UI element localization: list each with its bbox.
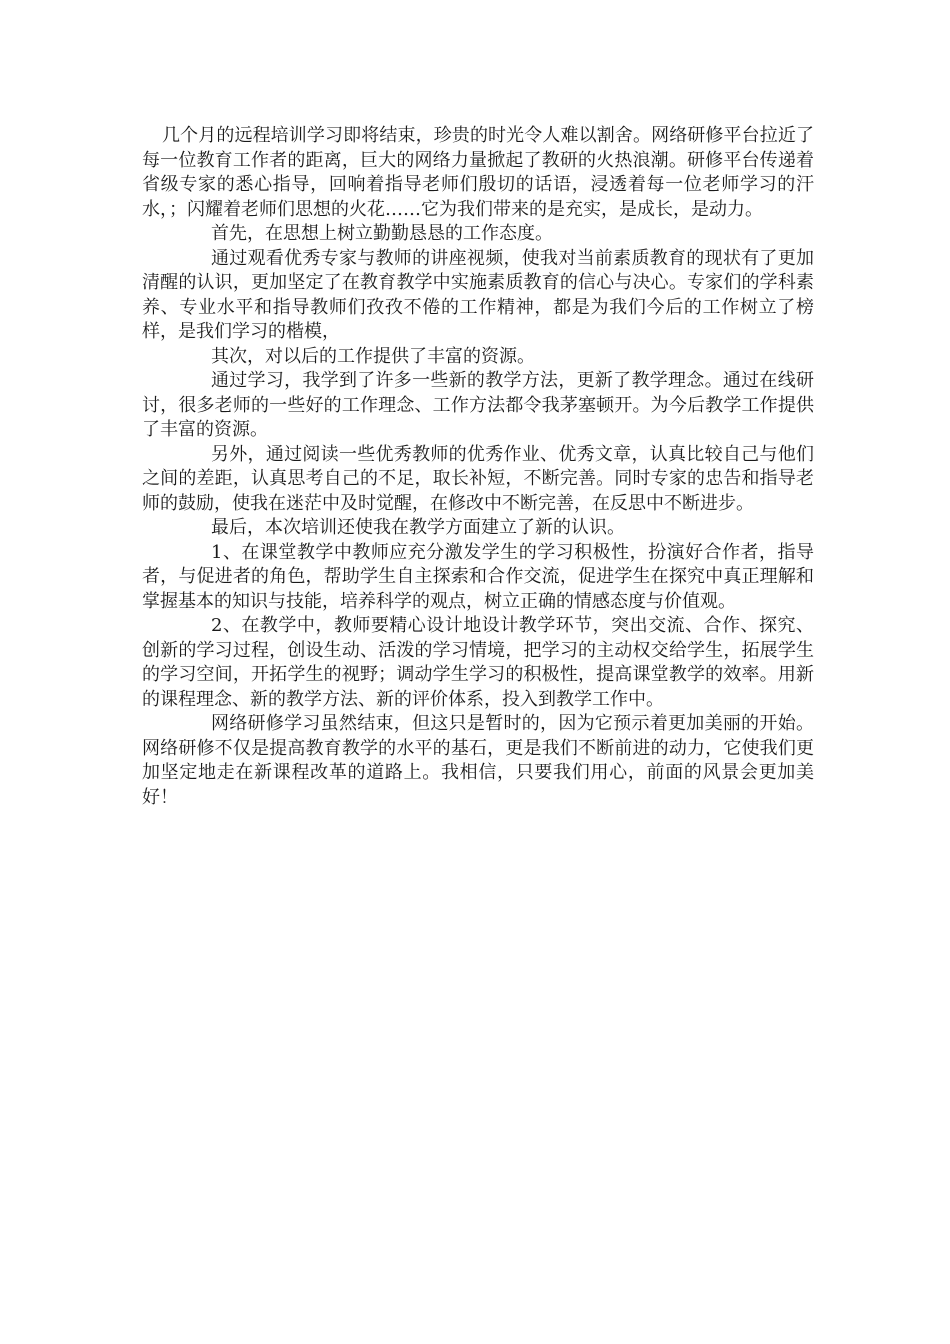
paragraph-heading-last: 最后，本次培训还使我在教学方面建立了新的认识。: [211, 517, 625, 538]
paragraph-point-1: 1、在课堂教学中教师应充分激发学生的学习积极性，扮演好合作者，指导者，与促进者的角色，帮助学生自主探索和合作交流，促进学生在探究中真正理解和掌握基本的知识与技能，培养科学的观点，树立正确的情感态度与价值观。: [142, 541, 814, 612]
paragraph-intro: 几个月的远程培训学习即将结束，珍贵的时光令人难以割舍。网络研修平台拉近了每一位教育工作者的距离，巨大的网络力量掀起了教研的火热浪潮。研修平台传递着省级专家的悉心指导，回响着指导老师们殷切的话语，浸透着每一位老师学习的汗水，；闪耀着老师们思想的火花……它为我们带来的是充实，是成长，是动力。: [142, 125, 814, 220]
paragraph-lectures: 通过观看优秀专家与教师的讲座视频，使我对当前素质教育的现状有了更加清醒的认识，更加坚定了在教育教学中实施素质教育的信心与决心。专家们的学科素养、专业水平和指导教师们孜孜不倦的工作精神，都是为我们今后的工作树立了榜样，是我们学习的楷模，: [142, 247, 814, 342]
paragraph-point-2: 2、在教学中，教师要精心设计地设计教学环节，突出交流、合作、探究、创新的学习过程，创设生动、活泼的学习情境，把学习的主动权交给学生，拓展学生的学习空间，开拓学生的视野；调动学生学习的积极性，提高课堂教学的效率。用新的课程理念、新的教学方法、新的评价体系，投入到教学工作中。: [142, 615, 814, 710]
document-body: [142, 124, 814, 810]
paragraph-heading-first: 首先，在思想上树立勤勤恳恳的工作态度。: [211, 223, 553, 244]
paragraph-reading: 另外，通过阅读一些优秀教师的优秀作业、优秀文章，认真比较自己与他们之间的差距，认真思考自己的不足，取长补短，不断完善。同时专家的忠告和指导老师的鼓励，使我在迷茫中及时觉醒，在修改中不断完善，在反思中不断进步。: [142, 443, 814, 514]
paragraph-methods: 通过学习，我学到了许多一些新的教学方法，更新了教学理念。通过在线研讨，很多老师的一些好的工作理念、工作方法都令我茅塞顿开。为今后教学工作提供了丰富的资源。: [142, 370, 814, 440]
paragraph-conclusion: 网络研修学习虽然结束，但这只是暂时的，因为它预示着更加美丽的开始。网络研修不仅是提高教育教学的水平的基石，更是我们不断前进的动力，它使我们更加坚定地走在新课程改革的道路上。我相信，只要我们用心，前面的风景会更加美好！: [142, 713, 814, 808]
paragraph-heading-second: 其次，对以后的工作提供了丰富的资源。: [211, 345, 535, 367]
